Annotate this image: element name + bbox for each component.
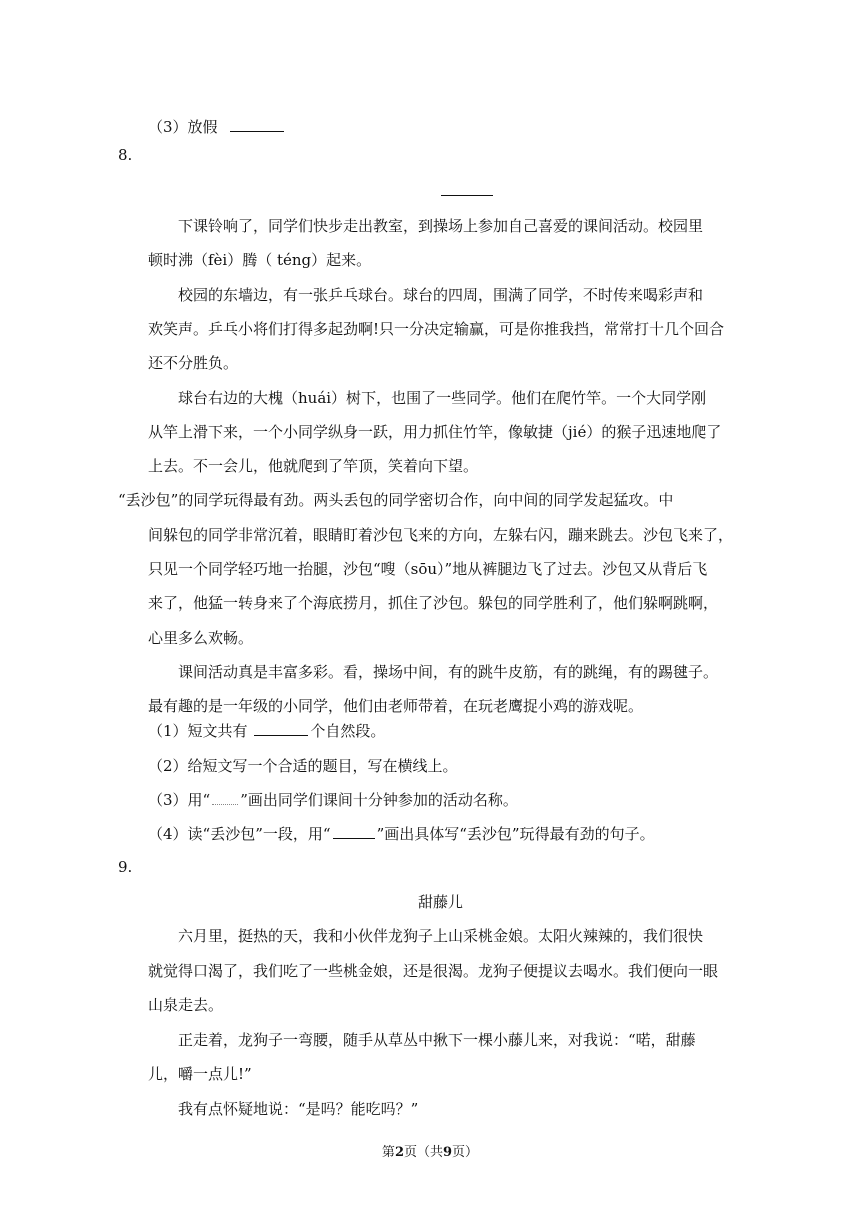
straight-line-mark — [333, 837, 375, 839]
q8-question-3: （3）用“ ”画出同学们课间十分钟参加的活动名称。 — [148, 791, 518, 809]
passage-line: 六月里，挺热的天，我和小伙伴龙狗子上山采桃金娘。太阳火辣辣的，我们很快 — [178, 927, 704, 945]
q7-item-3: （3）放假 — [148, 116, 284, 137]
passage-line: 欢笑声。乒乓小将们打得多起劲啊!只一分决定输赢，可是你推我挡，常常打十几个回合 — [148, 319, 725, 338]
passage-line: 球台右边的大槐（huái）树下，也围了一些同学。他们在爬竹竿。一个大同学刚 — [178, 388, 707, 407]
wavy-line-mark — [212, 803, 238, 805]
passage-line: 儿，嚼一点儿!” — [148, 1065, 252, 1083]
title-answer-line[interactable] — [441, 195, 493, 196]
passage-line: 从竿上滑下来，一个小同学纵身一跃，用力抓住竹竿，像敏捷（jié）的猴子迅速地爬了 — [148, 422, 722, 441]
page-footer: 第2页（共9页） — [381, 1145, 479, 1160]
passage-line: 就觉得口渴了，我们吃了一些桃金娘，还是很渴。龙狗子便提议去喝水。我们便向一眼 — [148, 961, 719, 980]
passage-line: 下课铃响了，同学们快步走出教室，到操场上参加自己喜爱的课间活动。校园里 — [178, 217, 704, 235]
passage-line: 最有趣的是一年级的小同学，他们由老师带着，在玩老鹰捉小鸡的游戏呢。 — [148, 697, 644, 716]
q8-question-4: （4）读“丢沙包”一段，用“ ”画出具体写“丢沙包”玩得最有劲的句子。 — [148, 825, 655, 843]
passage-line: 顿时沸（fèi）腾（ téng）起来。 — [148, 251, 372, 270]
q8-question-1: （1）短文共有 个自然段。 — [148, 722, 386, 740]
passage-line: 山泉走去。 — [148, 996, 224, 1014]
paragraph-count-blank[interactable] — [254, 734, 308, 736]
passage-line: “丢沙包”的同学玩得最有劲。两头丢包的同学密切合作，向中间的同学发起猛攻。中 — [118, 491, 674, 510]
passage-line: 来了，他猛一转身来了个海底捞月，抓住了沙包。躲包的同学胜利了，他们躲啊跳啊， — [148, 594, 719, 613]
question-number-9: 9. — [118, 858, 133, 876]
passage-line: 上去。不一会儿，他就爬到了竿顶，笑着向下望。 — [148, 457, 479, 476]
passage-line: 还不分胜负。 — [148, 354, 239, 373]
passage-line: 只见一个同学轻巧地一抬腿，沙包“嗖（sōu）”地从裤腿边飞了过去。沙包又从背后飞 — [148, 560, 708, 578]
question-number-8: 8. — [118, 146, 133, 164]
passage-line: 间躲包的同学非常沉着，眼睛盯着沙包飞来的方向，左躲右闪，蹦来跳去。沙包飞来了， — [148, 525, 734, 544]
passage-line: 课间活动真是丰富多彩。看，操场中间，有的跳牛皮筋，有的跳绳，有的踢毽子。 — [178, 662, 719, 681]
passage-line: 校园的东墙边，有一张乒乓球台。球台的四周，围满了同学，不时传来喝彩声和 — [178, 285, 704, 304]
passage-line: 我有点怀疑地说：“是吗？能吃吗？” — [178, 1099, 419, 1118]
passage-line: 心里多么欢畅。 — [148, 628, 254, 647]
passage-title: 甜藤儿 — [418, 893, 464, 911]
q8-question-2: （2）给短文写一个合适的题目，写在横线上。 — [148, 757, 458, 775]
answer-blank[interactable] — [230, 130, 284, 132]
passage-line: 正走着，龙狗子一弯腰，随手从草丛中揪下一棵小藤儿来，对我说：“喏，甜藤 — [178, 1030, 696, 1049]
